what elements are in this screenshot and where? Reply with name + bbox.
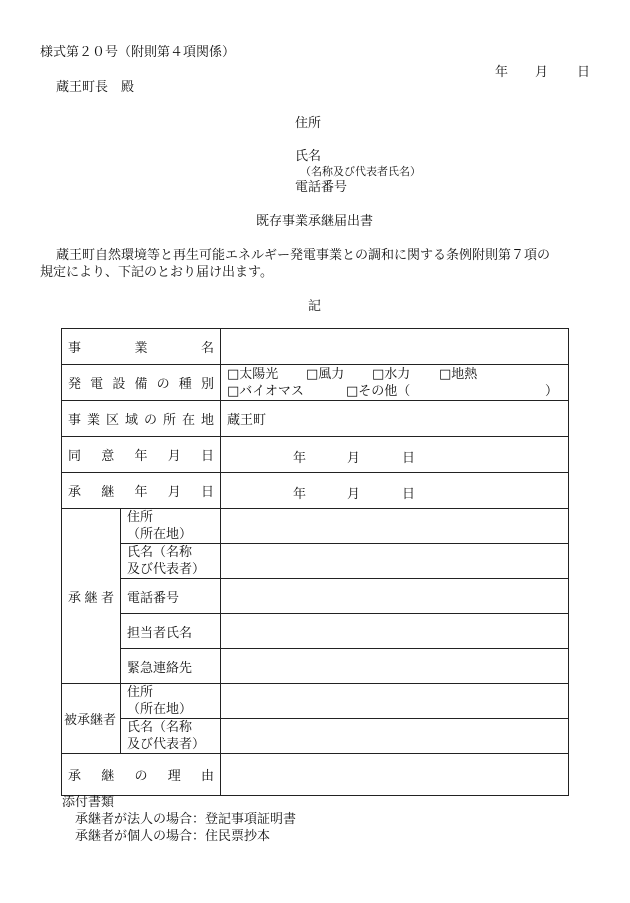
succession-form-table bbox=[61, 328, 569, 796]
consent-date-label: 同 意 年 月 日 bbox=[62, 437, 221, 473]
option-biomass[interactable]: □バイオマス bbox=[227, 384, 304, 399]
facility-type-label: 発 電 設 備 の 種 別 bbox=[62, 365, 221, 401]
row-successor-name bbox=[62, 544, 569, 579]
applicant-phone-label: 電話番号 bbox=[295, 180, 348, 195]
year-label: 年 bbox=[495, 65, 509, 80]
predecessor-name-label: 氏名（名称 及び代表者） bbox=[121, 719, 221, 754]
applicant-address-label: 住所 bbox=[295, 116, 322, 131]
option-hydro[interactable]: □水力 bbox=[372, 367, 411, 382]
successor-contact-field[interactable] bbox=[221, 614, 569, 649]
reason-field[interactable] bbox=[221, 754, 569, 796]
option-wind[interactable]: □風力 bbox=[306, 367, 345, 382]
predecessor-label: 被承継者 bbox=[62, 684, 121, 754]
addressee: 蔵王町長 殿 bbox=[56, 80, 135, 95]
successor-name-field[interactable] bbox=[221, 544, 569, 579]
succession-date-label: 承 継 年 月 日 bbox=[62, 473, 221, 509]
row-successor-emergency bbox=[62, 649, 569, 684]
body-text-line2: 規定により、下記のとおり届け出ます。 bbox=[40, 265, 273, 280]
day-label: 日 bbox=[577, 65, 591, 80]
predecessor-address-field[interactable] bbox=[221, 684, 569, 719]
attachment-item-individual: 承継者が個人の場合：住民票抄本 bbox=[75, 829, 271, 844]
row-location bbox=[62, 401, 569, 437]
reason-label: 承 継 の 理 由 bbox=[62, 754, 221, 796]
predecessor-address-label: 住所 （所在地） bbox=[121, 684, 221, 719]
business-name-field[interactable] bbox=[221, 329, 569, 365]
row-facility-type bbox=[62, 365, 569, 401]
facility-type-options bbox=[221, 365, 569, 401]
document-title: 既存事業承継届出書 bbox=[256, 214, 374, 229]
row-business-name bbox=[62, 329, 569, 365]
month-label: 月 bbox=[535, 65, 549, 80]
row-predecessor-name bbox=[62, 719, 569, 754]
ki-label: 記 bbox=[308, 299, 322, 314]
option-solar[interactable]: □太陽光 bbox=[227, 367, 279, 382]
successor-contact-label: 担当者氏名 bbox=[121, 614, 221, 649]
successor-name-label: 氏名（名称 及び代表者） bbox=[121, 544, 221, 579]
successor-address-label: 住所 （所在地） bbox=[121, 509, 221, 544]
option-other-close: ） bbox=[545, 384, 559, 399]
applicant-name-label: 氏名 bbox=[295, 149, 322, 164]
location-label: 事 業 区 域 の 所 在 地 bbox=[62, 401, 221, 437]
attachment-item-corporate: 承継者が法人の場合：登記事項証明書 bbox=[75, 812, 297, 827]
successor-label: 承 継 者 bbox=[62, 509, 121, 684]
succession-date-field[interactable]: 年 月 日 bbox=[221, 473, 569, 509]
option-other[interactable]: □その他（ bbox=[346, 384, 411, 399]
successor-emergency-label: 緊急連絡先 bbox=[121, 649, 221, 684]
successor-address-field[interactable] bbox=[221, 509, 569, 544]
attachments-title: 添付書類 bbox=[62, 795, 115, 810]
row-consent-date bbox=[62, 437, 569, 473]
consent-date-field[interactable]: 年 月 日 bbox=[221, 437, 569, 473]
location-field[interactable]: 蔵王町 bbox=[221, 401, 569, 437]
business-name-label: 事 業 名 bbox=[62, 329, 221, 365]
form-number: 様式第２０号（附則第４項関係） bbox=[40, 45, 236, 60]
successor-emergency-field[interactable] bbox=[221, 649, 569, 684]
predecessor-name-field[interactable] bbox=[221, 719, 569, 754]
row-successor-phone bbox=[62, 579, 569, 614]
row-reason bbox=[62, 754, 569, 796]
option-geothermal[interactable]: □地熱 bbox=[439, 367, 478, 382]
successor-phone-label: 電話番号 bbox=[121, 579, 221, 614]
body-text-line1: 蔵王町自然環境等と再生可能エネルギー発電事業との調和に関する条例附則第７項の bbox=[56, 248, 551, 263]
row-successor-contact bbox=[62, 614, 569, 649]
row-succession-date bbox=[62, 473, 569, 509]
row-predecessor-address bbox=[62, 684, 569, 719]
applicant-name-note: （名称及び代表者氏名） bbox=[300, 165, 421, 178]
row-successor-address bbox=[62, 509, 569, 544]
successor-phone-field[interactable] bbox=[221, 579, 569, 614]
